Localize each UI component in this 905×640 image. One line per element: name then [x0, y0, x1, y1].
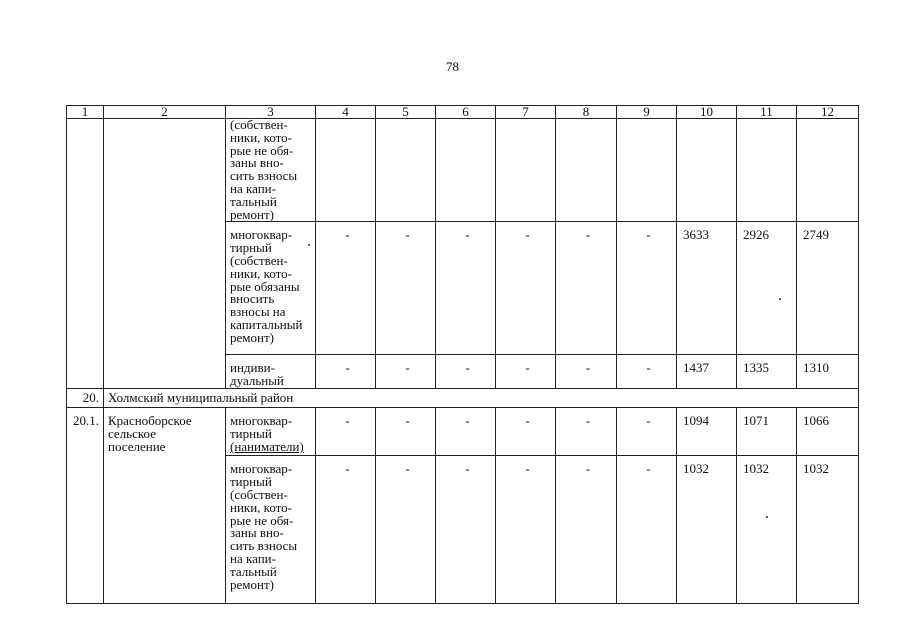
value-cell-11: 1032 — [737, 456, 797, 604]
empty-value-dash: - — [556, 408, 617, 456]
table-row — [67, 119, 859, 222]
column-header: 5 — [376, 106, 436, 119]
value-cell — [496, 119, 556, 222]
column-header: 3 — [226, 106, 316, 119]
scan-speck — [779, 298, 781, 300]
empty-value-dash: - — [556, 456, 617, 604]
value-cell — [797, 119, 859, 222]
housing-type-cell: многоквар- тирный (наниматели) — [226, 408, 316, 456]
value-cell-12: 2749 — [797, 222, 859, 355]
column-header: 10 — [677, 106, 737, 119]
empty-value-dash: - — [436, 355, 496, 389]
empty-value-dash: - — [316, 355, 376, 389]
housing-type-cell: многоквар- тирный (собствен- ники, кото- рые не обя- заны вно- сить взносы на капи- тальный ремонт) — [226, 456, 316, 604]
empty-value-dash: - — [376, 222, 436, 355]
column-header: 11 — [737, 106, 797, 119]
empty-value-dash: - — [496, 408, 556, 456]
row-code-cell — [67, 119, 104, 389]
empty-value-dash: - — [617, 408, 677, 456]
housing-type-cell: индиви- дуальный — [226, 355, 316, 389]
column-header: 12 — [797, 106, 859, 119]
empty-value-dash: - — [316, 456, 376, 604]
housing-type-cell: многоквар- тирный (собствен- ники, кото- рые обязаны вносить взносы на капитальный ремонт) — [226, 222, 316, 355]
empty-value-dash: - — [436, 408, 496, 456]
column-header: 1 — [67, 106, 104, 119]
settlement-cell: Красноборское сельское поселение — [104, 408, 226, 604]
value-cell — [677, 119, 737, 222]
table-row — [67, 408, 859, 456]
scan-speck — [766, 516, 768, 518]
column-number-row — [67, 106, 859, 119]
empty-value-dash: - — [376, 408, 436, 456]
value-cell-10: 1094 — [677, 408, 737, 456]
column-header: 9 — [617, 106, 677, 119]
empty-value-dash: - — [316, 408, 376, 456]
empty-value-dash: - — [316, 222, 376, 355]
column-header: 6 — [436, 106, 496, 119]
value-cell — [617, 119, 677, 222]
value-cell-10: 1032 — [677, 456, 737, 604]
value-cell-11: 2926 — [737, 222, 797, 355]
column-header: 8 — [556, 106, 617, 119]
empty-value-dash: - — [556, 355, 617, 389]
value-cell-10: 1437 — [677, 355, 737, 389]
column-header: 7 — [496, 106, 556, 119]
district-code: 20. — [67, 389, 104, 408]
value-cell-12: 1066 — [797, 408, 859, 456]
empty-value-dash: - — [496, 222, 556, 355]
empty-value-dash: - — [556, 222, 617, 355]
district-row — [67, 389, 859, 408]
column-header: 2 — [104, 106, 226, 119]
row-code-cell: 20.1. — [67, 408, 104, 604]
value-cell — [316, 119, 376, 222]
empty-value-dash: - — [376, 355, 436, 389]
value-cell — [436, 119, 496, 222]
value-cell-10: 3633 — [677, 222, 737, 355]
empty-value-dash: - — [496, 355, 556, 389]
tariff-table — [66, 105, 859, 604]
value-cell — [556, 119, 617, 222]
column-header: 4 — [316, 106, 376, 119]
value-cell-11: 1071 — [737, 408, 797, 456]
empty-value-dash: - — [617, 355, 677, 389]
empty-value-dash: - — [436, 222, 496, 355]
value-cell-12: 1310 — [797, 355, 859, 389]
empty-value-dash: - — [617, 222, 677, 355]
empty-value-dash: - — [436, 456, 496, 604]
value-cell-12: 1032 — [797, 456, 859, 604]
value-cell-11: 1335 — [737, 355, 797, 389]
empty-value-dash: - — [617, 456, 677, 604]
settlement-cell — [104, 119, 226, 389]
value-cell — [376, 119, 436, 222]
page-number: 78 — [446, 59, 459, 74]
housing-type-cell: (собствен- ники, кото- рые не обя- заны вно- сить взносы на капи- тальный ремонт) — [226, 119, 316, 222]
empty-value-dash: - — [496, 456, 556, 604]
district-name: Холмский муниципальный район — [104, 389, 859, 408]
scan-speck — [308, 244, 310, 246]
value-cell — [737, 119, 797, 222]
empty-value-dash: - — [376, 456, 436, 604]
